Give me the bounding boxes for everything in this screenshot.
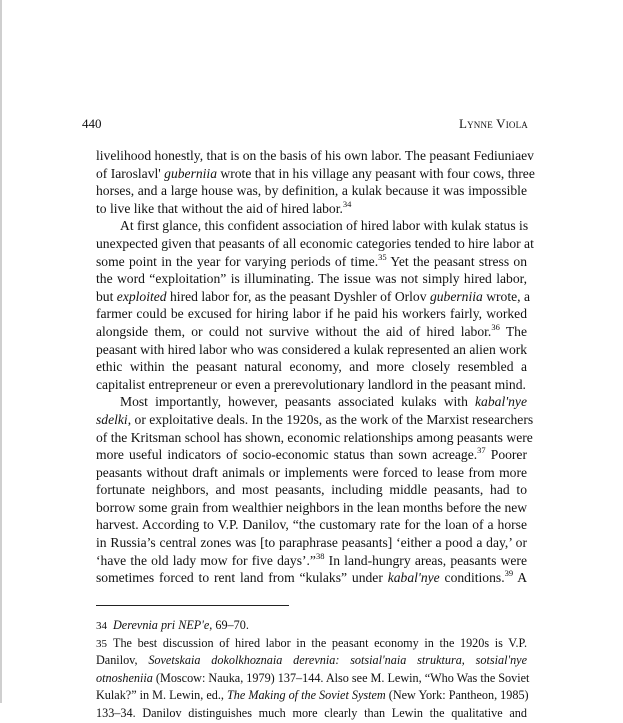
footnote-34: 34 Derevnia pri NEP'e, 69–70. [96,617,527,635]
text-line: peasants without draft animals or implements were forced to lease from more [96,464,527,480]
text-line: to live like that without the aid of hired labor.$^{34}$ [96,198,352,216]
text-line: the word “exploitation” is illuminating. The issue was not simply hired labor, [96,271,527,287]
text-line: At first glance, this confident association of hired labor with kulak status is [120,218,529,234]
running-head [82,116,528,134]
footnote-ref-38[interactable]: 38 [315,550,325,561]
footnote-35: 35 The best discussion of hired labor in the peasant economy in the 1920s is V.P. [96,635,527,653]
text-line: more useful indicators of socio-economic status than sown acreage.$^{37}$ Poorer [96,445,527,463]
text-line: horses, and a large house was, by definition, a kulak because it was impossible [96,183,527,199]
footnote-line: 133–34. Danilov distinguishes much more clearly than Lewin the qualitative and [96,705,527,720]
text-line: borrow some grain from wealthier neighbors in the lean months before the new [96,499,528,515]
text-line: some point in the year for varying periods of time.$^{35}$ Yet the peasant stress on [96,251,527,269]
text-line: but exploited hired labor for, as the peasant Dyshler of Orlov guberniia wrote, a [96,288,530,304]
text-line: peasant with hired labor who was considered a kulak represented an alien work [96,341,528,357]
text-line: fortunate neighbors, and most peasants, including middle peasants, had to [96,482,527,498]
footnote-ref-39[interactable]: 39 [504,568,514,579]
text-line: harvest. According to V.P. Danilov, “the customary rate for the loan of a horse [96,517,527,533]
text-line: of Iaroslavl' guberniia wrote that in his village any peasant with four cows, three [96,165,535,181]
text-line: sdelki, or exploitative deals. In the 1920s, as the work of the Marxist researchers [96,411,534,427]
text-line: capitalist entrepreneur or even a prerevolutionary landlord in the peasant mind. [96,376,526,392]
footnote-number: 35 [96,637,107,650]
footnote-number: 34 [96,620,107,632]
footnote-ref-34[interactable]: 34 [342,198,352,209]
body-text [96,147,535,587]
text-line: alongside them, or could not survive without the aid of hired labor.$^{36}$ The [96,321,528,339]
text-line: unexpected given that peasants of all economic categories tended to hire labor at [96,235,534,251]
text-line: farmer could be excused for hiring labor if he paid his workers fairly, worked [96,306,527,322]
footnote-line: otnosheniia (Moscow: Nauka, 1979) 137–144. Also see M. Lewin, “Who Was the Soviet [96,670,530,685]
text-line: livelihood honestly, that is on the basis of his own labor. The peasant Fediuniaev [96,148,534,163]
text-line: sometimes forced to rent land from “kulaks” under kabal'nye conditions.$^{39}$ A [96,568,528,586]
text-line: Most importantly, however, peasants associated kulaks with kabal'nye [120,394,527,410]
running-head-author: Lynne Viola [458,116,528,131]
text-line: in Russia’s central zones was [to paraphrase peasants] ‘either a pood a day,’ or [96,535,527,551]
page-number: 440 [82,116,102,131]
footnotes [96,617,530,723]
text-line: ethic within the peasant natural economy, and more closely resembled a [96,359,527,375]
footnote-ref-36[interactable]: 36 [491,321,500,332]
footnote-separator [96,605,289,606]
footnote-ref-35[interactable]: 35 [378,251,387,262]
footnote-ref-37[interactable]: 37 [477,445,486,456]
text-line: of the Kritsman school has shown, economic relationships among peasants were [96,429,533,445]
text-line: ‘have the old lady mow for five days’.”$^{38}$ In land-hungry areas, peasants were [96,550,527,568]
footnote-line: Danilov, Sovetskaia dokolkhoznaia derevnia: sotsial'naia struktura, sotsial'nye [96,653,527,668]
footnote-line: Kulak?” in M. Lewin, ed., The Making of the Soviet System (New York: Pantheon, 1985) [96,688,529,703]
